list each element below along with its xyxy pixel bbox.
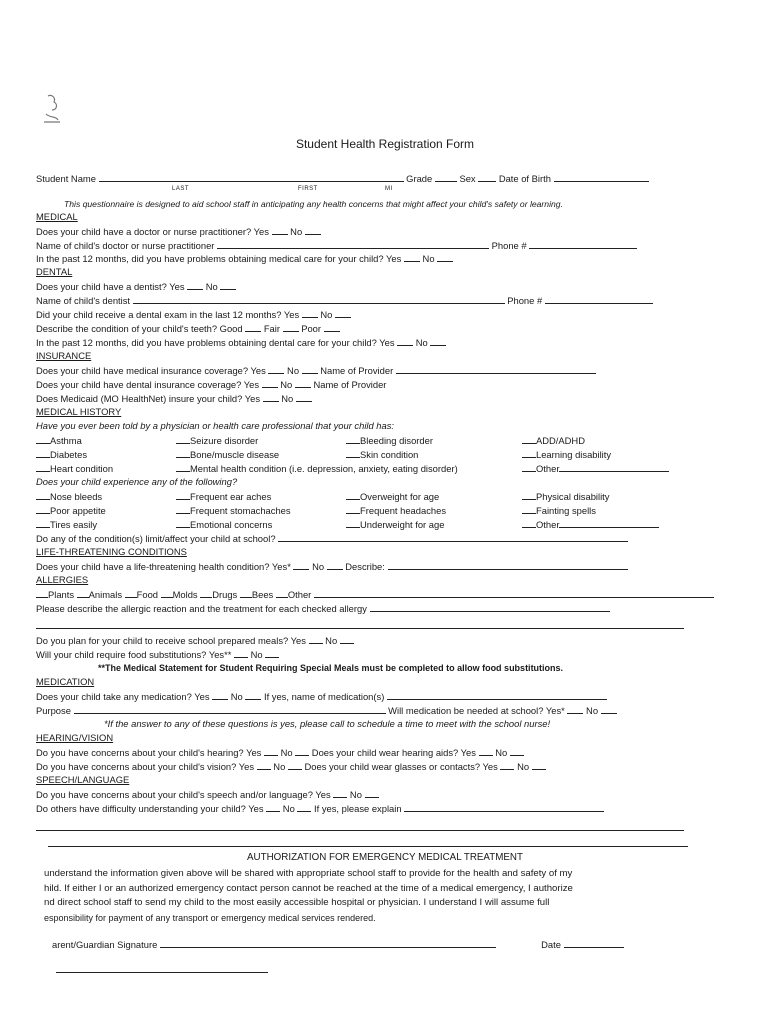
vision-q2: Do you have concerns about your child's vision? Yes No Does your child wear glasses or contacts? Yes No [36,760,758,773]
medical-q2: Name of child's doctor or nurse practitioner Phone # [36,239,758,252]
hearing-no[interactable] [295,746,309,756]
teeth-fair[interactable] [283,322,299,332]
last-label: LAST [172,186,190,192]
teeth-poor[interactable] [324,322,340,332]
exp-nose[interactable]: Nose bleeds [36,490,102,502]
cond-asthma[interactable]: Asthma [36,434,82,446]
allergy-molds[interactable]: Molds [172,589,198,600]
exp-emotional[interactable]: Emotional concerns [176,518,272,530]
meals-q1-yes[interactable] [309,634,323,644]
explain-field[interactable] [404,802,604,812]
hearing-yes[interactable] [264,746,278,756]
life-heading: LIFE-THREATENING CONDITIONS [36,546,187,557]
vision-yes[interactable] [257,760,271,770]
medication-q1: Does your child take any medication? Yes No If yes, name of medication(s) [36,690,758,703]
dental-q5-yes[interactable] [397,336,413,346]
medical-provider-field[interactable] [396,364,596,374]
exp-headaches[interactable]: Frequent headaches [346,504,446,516]
authorization-heading: AUTHORIZATION FOR EMERGENCY MEDICAL TREATMENT [247,852,523,863]
life-q1: Does your child have a life-threatening health condition? Yes* No Describe: [36,560,758,573]
dental-q3-no[interactable] [335,308,351,318]
aids-yes[interactable] [479,746,493,756]
cond-bleeding[interactable]: Bleeding disorder [346,434,433,446]
meals-q2-yes[interactable] [234,648,248,658]
limit-question: Do any of the condition(s) limit/affect your child at school? [36,532,758,545]
meals-q1-no[interactable] [340,634,354,644]
insurance-q1: Does your child have medical insurance coverage? Yes No Name of Provider [36,364,758,377]
cond-seizure[interactable]: Seizure disorder [176,434,258,446]
sex-field[interactable] [478,172,496,182]
exp-underweight[interactable]: Underweight for age [346,518,444,530]
extra-signature-line[interactable] [56,972,268,973]
understand-no[interactable] [297,802,311,812]
dental-q3: Did your child receive a dental exam in the last 12 months? Yes No [36,308,758,321]
cond-mental[interactable]: Mental health condition (i.e. depression, anxiety, eating disorder) [176,462,458,474]
exp-overweight[interactable]: Overweight for age [346,490,439,502]
medication-note: *If the answer to any of these questions is yes, please call to schedule a time to meet with the school nurse! [104,718,551,729]
insurance-q3-no[interactable] [296,392,312,402]
insurance-q2-yes[interactable] [262,378,278,388]
dental-q2: Name of child's dentist Phone # [36,294,758,307]
allergy-plants[interactable]: Plants [48,589,75,600]
allergy-items [36,588,758,601]
medical-q3-no[interactable] [437,252,453,262]
limit-field[interactable] [278,532,628,542]
exp-physical[interactable]: Physical disability [522,490,609,502]
first-label: FIRST [298,186,318,192]
teeth-good[interactable] [245,322,261,332]
section-divider [48,846,688,847]
dental-q3-yes[interactable] [302,308,318,318]
form-title: Student Health Registration Form [295,137,475,151]
dental-heading: DENTAL [36,266,73,277]
cond-diabetes[interactable]: Diabetes [36,448,87,460]
medication-yes[interactable] [212,690,228,700]
allergy-other[interactable]: Other [287,589,312,600]
insurance-q2-no[interactable] [295,378,311,388]
meals-q2: Will your child require food substitutions? Yes** No [36,648,758,661]
medication-purpose: Purpose Will medication be needed at school? Yes* No [36,704,758,717]
speech-yes[interactable] [333,788,347,798]
cond-heart[interactable]: Heart condition [36,462,113,474]
intro-text: This questionnaire is designed to aid school staff in anticipating any health concerns that might affect your child's safety or learning. [64,199,563,209]
allergy-animals[interactable]: Animals [88,589,123,600]
insurance-q1-no[interactable] [302,364,318,374]
meals-q2-no[interactable] [265,648,279,658]
exp-fainting[interactable]: Fainting spells [522,504,596,516]
insurance-q3: Does Medicaid (MO HealthNet) insure your child? Yes No [36,392,758,405]
life-no[interactable] [327,560,343,570]
speech-q1: Do you have concerns about your child's speech and/or language? Yes No [36,788,758,801]
experience-intro: Does your child experience any of the following? [36,476,238,487]
medication-heading: MEDICATION [36,676,95,687]
cond-other-1[interactable]: Other [522,462,669,474]
exp-appetite[interactable]: Poor appetite [36,504,106,516]
cond-learning[interactable]: Learning disability [522,448,611,460]
insurance-heading: INSURANCE [36,350,92,361]
speech-line[interactable] [36,830,684,831]
exp-other[interactable]: Other [522,518,659,530]
cond-skin[interactable]: Skin condition [346,448,418,460]
mi-label: MI [385,186,393,192]
dental-q5-no[interactable] [430,336,446,346]
life-yes[interactable] [293,560,309,570]
hearing-heading: HEARING/VISION [36,732,114,743]
dental-q1: Does your child have a dentist? Yes No [36,280,758,293]
medical-q1-yes[interactable] [272,225,288,235]
allergy-describe-field[interactable] [370,602,610,612]
allergy-line[interactable] [36,628,684,629]
dentist-phone-field[interactable] [545,294,653,304]
speech-heading: SPEECH/LANGUAGE [36,774,130,785]
allergy-bees[interactable]: Bees [251,589,274,600]
student-name-field[interactable] [99,172,404,182]
medical-heading: MEDICAL [36,211,78,222]
signature-row: arent/Guardian Signature Date [52,938,758,951]
history-heading: MEDICAL HISTORY [36,406,122,417]
life-describe-field[interactable] [388,560,628,570]
allergy-food[interactable]: Food [136,589,158,600]
glasses-yes[interactable] [500,760,514,770]
medical-q3: In the past 12 months, did you have problems obtaining medical care for your child? Yes No [36,252,758,265]
exp-tires[interactable]: Tires easily [36,518,97,530]
insurance-q2: Does your child have dental insurance coverage? Yes No Name of Provider [36,379,387,390]
needed-yes[interactable] [567,704,583,714]
speech-no[interactable] [365,788,379,798]
allergies-heading: ALLERGIES [36,574,89,585]
cond-bone[interactable]: Bone/muscle disease [176,448,279,460]
dentist-name-field[interactable] [133,294,505,304]
glasses-no[interactable] [532,760,546,770]
dob-field[interactable] [554,172,649,182]
history-intro: Have you ever been told by a physician or health care professional that your child has: [36,420,395,431]
allergy-describe: Please describe the allergic reaction and the treatment for each checked allergy [36,602,758,615]
hearing-q1: Do you have concerns about your child's hearing? Yes No Does your child wear hearing aids? Yes No [36,746,758,759]
medical-q1-no[interactable] [305,225,321,235]
doctor-phone-field[interactable] [529,239,637,249]
insurance-q3-yes[interactable] [263,392,279,402]
dental-q5: In the past 12 months, did you have problems obtaining dental care for your child? Yes No [36,336,758,349]
date-field[interactable] [564,938,624,948]
dental-q1-yes[interactable] [187,280,203,290]
dental-q1-no[interactable] [220,280,236,290]
allergy-other-field[interactable] [314,588,714,598]
exp-stomach[interactable]: Frequent stomachaches [176,504,291,516]
cond-adhd[interactable]: ADD/ADHD [522,434,585,446]
exp-ear[interactable]: Frequent ear aches [176,490,271,502]
medication-no[interactable] [245,690,261,700]
meals-q1: Do you plan for your child to receive school prepared meals? Yes No [36,634,758,647]
grade-field[interactable] [435,172,457,182]
medication-name-field[interactable] [387,690,607,700]
aids-no[interactable] [510,746,524,756]
signature-field[interactable] [160,938,496,948]
speech-q2: Do others have difficulty understanding your child? Yes No If yes, please explain [36,802,758,815]
medical-q1: Does your child have a doctor or nurse practitioner? Yes No [36,225,758,238]
vision-no[interactable] [288,760,302,770]
school-logo-icon [40,92,64,126]
authorization-text: understand the information given above will be shared with appropriate school staff to provide for the health and safety of my hild. If either I or an authorized emergency contact person cannot be reached at the time of a medical emergency, I authorize nd direct school staff to send my child to the most easily accessible hospital or physician. I understand I will assume full esponsibility for payment of any transport or emergency medical services rendered. [44,868,573,923]
medical-q3-yes[interactable] [404,252,420,262]
understand-yes[interactable] [266,802,280,812]
meals-note: **The Medical Statement for Student Requiring Special Meals must be completed to allow food substitutions. [98,663,564,673]
purpose-field[interactable] [74,704,386,714]
doctor-name-field[interactable] [217,239,489,249]
dental-q4: Describe the condition of your child's teeth? Good Fair Poor [36,322,758,335]
needed-no[interactable] [601,704,617,714]
allergy-drugs[interactable]: Drugs [212,589,238,600]
student-name-row: Student Name Grade Sex Date of Birth [36,172,758,185]
insurance-q1-yes[interactable] [268,364,284,374]
